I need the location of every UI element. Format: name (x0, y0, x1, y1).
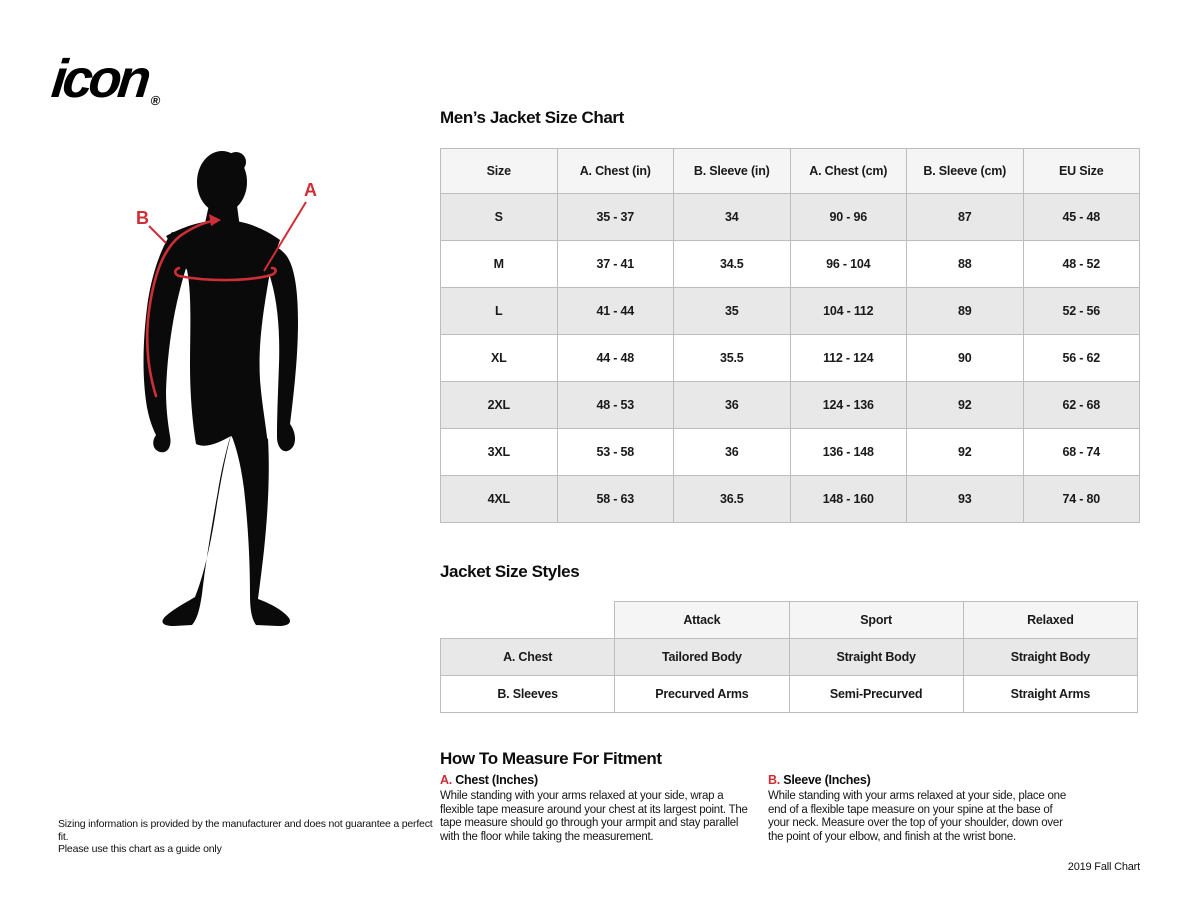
style-value-cell: Straight Body (963, 639, 1137, 676)
size-value-cell: 48 - 53 (557, 382, 674, 429)
measure-chest-section (440, 774, 758, 845)
size-label-cell: S (441, 194, 558, 241)
size-value-cell: 112 - 124 (790, 335, 907, 382)
size-value-cell: 89 (907, 288, 1024, 335)
measure-sleeve-section (768, 774, 1076, 845)
size-value-cell: 88 (907, 241, 1024, 288)
style-column-header: Attack (615, 602, 789, 639)
size-value-cell: 53 - 58 (557, 429, 674, 476)
size-chart-title: Men’s Jacket Size Chart (440, 108, 624, 127)
male-silhouette (144, 151, 298, 626)
size-label-cell: 2XL (441, 382, 558, 429)
style-value-cell: Semi-Precurved (789, 676, 963, 713)
size-value-cell: 124 - 136 (790, 382, 907, 429)
size-row-l (441, 288, 1140, 335)
style-row-label: A. Chest (441, 639, 615, 676)
size-label-cell: M (441, 241, 558, 288)
column-header: B. Sleeve (cm) (907, 149, 1024, 194)
size-value-cell: 74 - 80 (1023, 476, 1140, 523)
column-header: A. Chest (in) (557, 149, 674, 194)
size-value-cell: 34.5 (674, 241, 791, 288)
measure-chest-heading (440, 774, 758, 788)
size-value-cell: 45 - 48 (1023, 194, 1140, 241)
column-header: EU Size (1023, 149, 1140, 194)
blank-corner-cell (441, 602, 615, 639)
size-row-3xl (441, 429, 1140, 476)
column-header: Size (441, 149, 558, 194)
size-value-cell: 35.5 (674, 335, 791, 382)
size-value-cell: 104 - 112 (790, 288, 907, 335)
size-value-cell: 90 (907, 335, 1024, 382)
measure-chest-body: While standing with your arms relaxed at your side, wrap a flexible tape measure around your chest at its largest point. The tape measure should go through your armpit and stay parallel with the floor while taking the measurement. (440, 789, 748, 844)
size-value-cell: 37 - 41 (557, 241, 674, 288)
disclaimer-line-2: Please use this chart as a guide only (58, 843, 222, 855)
size-value-cell: 36.5 (674, 476, 791, 523)
size-value-cell: 58 - 63 (557, 476, 674, 523)
size-row-2xl (441, 382, 1140, 429)
registered-trademark-icon: ® (149, 93, 162, 108)
size-value-cell: 41 - 44 (557, 288, 674, 335)
style-value-cell: Straight Arms (963, 676, 1137, 713)
size-label-cell: 4XL (441, 476, 558, 523)
size-value-cell: 44 - 48 (557, 335, 674, 382)
measurement-diagram (100, 130, 400, 650)
size-value-cell: 148 - 160 (790, 476, 907, 523)
label-b-pointer (149, 226, 166, 243)
size-row-s (441, 194, 1140, 241)
size-value-cell: 93 (907, 476, 1024, 523)
style-row (441, 639, 1138, 676)
size-value-cell: 35 - 37 (557, 194, 674, 241)
size-value-cell: 35 (674, 288, 791, 335)
size-styles-title: Jacket Size Styles (440, 562, 580, 581)
size-value-cell: 92 (907, 382, 1024, 429)
size-value-cell: 90 - 96 (790, 194, 907, 241)
styles-table-header-row (441, 602, 1138, 639)
chart-version-label: 2019 Fall Chart (1067, 861, 1140, 873)
size-label-cell: XL (441, 335, 558, 382)
disclaimer-line-1: Sizing information is provided by the manufacturer and does not guarantee a perfect fit. (58, 818, 433, 843)
style-column-header: Relaxed (963, 602, 1137, 639)
measure-sleeve-heading (768, 774, 1076, 788)
body-silhouette-illustration (100, 130, 400, 650)
how-to-measure-title: How To Measure For Fitment (440, 749, 662, 768)
size-label-cell: L (441, 288, 558, 335)
size-value-cell: 56 - 62 (1023, 335, 1140, 382)
style-value-cell: Straight Body (789, 639, 963, 676)
jacket-size-styles-table (440, 601, 1138, 713)
sizing-disclaimer (58, 818, 438, 856)
label-a: A (304, 180, 317, 200)
size-value-cell: 48 - 52 (1023, 241, 1140, 288)
size-value-cell: 36 (674, 382, 791, 429)
column-header: A. Chest (cm) (790, 149, 907, 194)
style-column-header: Sport (789, 602, 963, 639)
mens-jacket-size-table (440, 148, 1140, 523)
size-table-header-row (441, 149, 1140, 194)
measure-chest-heading-text: Chest (Inches) (455, 773, 538, 787)
size-row-4xl (441, 476, 1140, 523)
size-value-cell: 136 - 148 (790, 429, 907, 476)
size-value-cell: 92 (907, 429, 1024, 476)
size-value-cell: 52 - 56 (1023, 288, 1140, 335)
style-value-cell: Precurved Arms (615, 676, 789, 713)
size-value-cell: 36 (674, 429, 791, 476)
size-value-cell: 96 - 104 (790, 241, 907, 288)
measure-sleeve-heading-text: Sleeve (Inches) (783, 773, 871, 787)
size-value-cell: 34 (674, 194, 791, 241)
label-b: B (136, 208, 149, 228)
size-row-m (441, 241, 1140, 288)
column-header: B. Sleeve (in) (674, 149, 791, 194)
style-value-cell: Tailored Body (615, 639, 789, 676)
size-value-cell: 68 - 74 (1023, 429, 1140, 476)
measure-sleeve-letter: B. (768, 773, 780, 787)
measure-chest-letter: A. (440, 773, 452, 787)
logo-text: icon (48, 49, 151, 109)
icon-brand-logo (49, 48, 160, 110)
style-row-label: B. Sleeves (441, 676, 615, 713)
size-row-xl (441, 335, 1140, 382)
measure-sleeve-body: While standing with your arms relaxed at your side, place one end of a flexible tape measure on your spine at the base of your neck. Measure over the top of your shoulder, down over the point of your elbow, and finish at the wrist bone. (768, 789, 1066, 844)
size-label-cell: 3XL (441, 429, 558, 476)
size-value-cell: 87 (907, 194, 1024, 241)
style-row (441, 676, 1138, 713)
size-value-cell: 62 - 68 (1023, 382, 1140, 429)
